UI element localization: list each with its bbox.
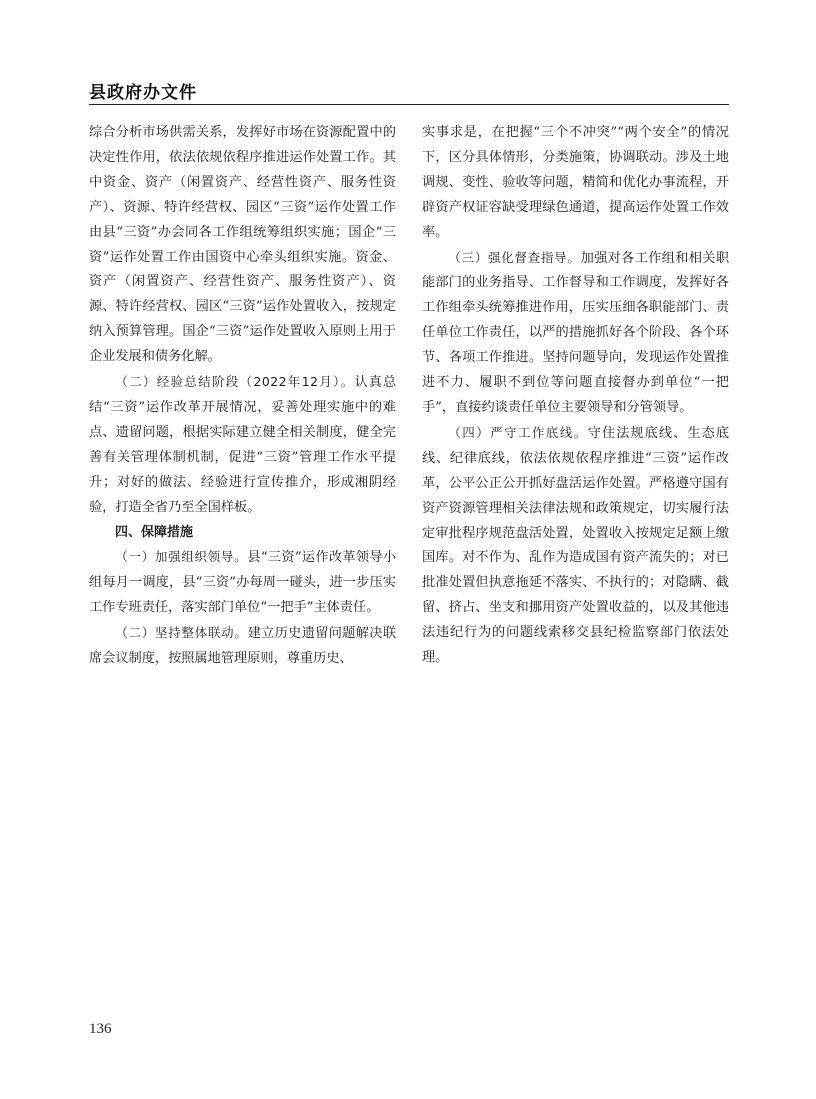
paragraph-lead: （二）经验总结阶段（2022年12月）。 <box>115 374 355 390</box>
page-number: 136 <box>89 1021 112 1037</box>
paragraph-body: 建立历史遗留问题解决联席会议制度，按照属地管理原则，尊重历史、 <box>89 626 397 667</box>
paragraph-continued: 实事求是，在把握“三个不冲突”“两个安全”的情况下，区分具体情形，分类施策，协调联动。涉及土地调规、变性、验收等问题，精简和优化办事流程，开辟资产权证容缺受理绿色通道，提高运作处置工作效率。 <box>422 125 729 240</box>
right-column <box>422 121 729 671</box>
header-divider <box>89 104 729 105</box>
paragraph-body: 加强对各工作组和相关职能部门的业务指导、工作督导和工作调度，发挥好各工作组牵头统筹推进作用，压实压细各职能部门、责任单位工作责任，以严的措施抓好各个阶段、各个环节、各项工作推进。坚持问题导向，发现运作处置推进不力、履职不到位等问题直接督办到单位“一把手”，直接约谈责任单位主要领导和分管领导。 <box>422 250 730 415</box>
paragraph-experience-summary <box>89 370 396 520</box>
paragraph-lead: （三）强化督查指导。 <box>448 249 581 265</box>
section-heading: 四、保障措施 <box>115 524 194 540</box>
paragraph-lead: （一）加强组织领导。 <box>115 549 248 565</box>
paragraph-organization-leadership <box>89 545 396 621</box>
paragraph-body: 县“三资”运作改革领导小组每月一调度，县“三资”办每周一碰头，进一步压实工作专班责任，落实部门单位“一把手”主体责任。 <box>89 550 397 616</box>
paragraph-body: 守住法规底线、生态底线、纪律底线，依法依规依程序推进“三资”运作改革，公平公正公开抓好盘活运作处置。严格遵守国有资产资源管理相关法律法规和政策规定，切实履行法定审批程序规范盘活处置，处置收入按规定足额上缴国库。对不作为、乱作为造成国有资产流失的；对已批准处置但执意拖延不落实、不执行的；对隐瞒、截留、挤占、坐支和挪用资产处置收益的，以及其他违法违纪行为的问题线索移交县纪检监察部门依法处理。 <box>422 425 730 666</box>
paragraph-bottom-line <box>422 421 729 671</box>
paragraph-body: 认真总结“三资”运作改革开展情况，妥善处理实施中的难点、遗留问题，根据实际建立健全相关制度，健全完善有关管理体制机制，促进“三资”管理工作水平提升；对好的做法、经验进行宣传推介，形成湘阴经验，打造全省乃至全国样板。 <box>89 375 397 515</box>
left-column <box>89 121 396 672</box>
paragraph-lead: （二）坚持整体联动。 <box>115 625 248 641</box>
paragraph-lead: （四）严守工作底线。 <box>448 424 588 440</box>
paragraph-supervision-guidance <box>422 246 729 421</box>
running-header-title: 县政府办文件 <box>89 83 197 103</box>
paragraph-continued: 综合分析市场供需关系，发挥好市场在资源配置中的决定性作用，依法依规依程序推进运作处置工作。其中资金、资产（闲置资产、经营性资产、服务性资产）、资源、特许经营权、园区“三资”运作处置工作由县“三资”办会同各工作组统筹组织实施；国企“三资”运作处置工作由国资中心牵头组织实施。资金、资产（闲置资产、经营性资产、服务性资产）、资源、特许经营权、园区“三资”运作处置收入，按规定纳入预算管理。国企“三资”运作处置收入原则上用于企业发展和债务化解。 <box>89 125 396 365</box>
paragraph-overall-linkage <box>89 621 396 672</box>
